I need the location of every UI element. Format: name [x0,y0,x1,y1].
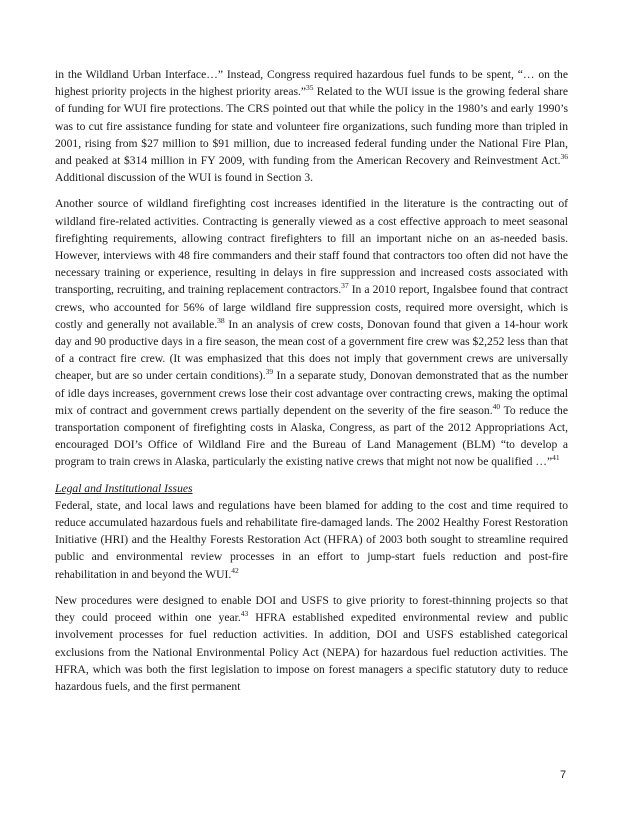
footnote-ref: 38 [217,315,225,325]
footnote-ref: 42 [231,565,239,575]
document-body [55,66,568,704]
paragraph-text: in the Wildland Urban Interface…” Instead, Congress required hazardous fuel funds to be spent, “… on the highest priority projects in the highest priority areas.” [55,68,568,99]
paragraph-text: To reduce the transportation component of firefighting costs in Alaska, Congress, as part of the 2012 Appropriations Act, encouraged DOI’s Office of Wildland Fire and the Bureau of Land Management (BLM) “to develop a program to train crews in Alaska, particularly the existing native crews that might not now be qualified …” [55,403,568,469]
paragraph-legal [55,497,568,583]
footnote-ref: 40 [492,402,501,411]
paragraph-text: New procedures were designed to enable DOI and USFS to give priority to forest-thinning projects so that they could proceed within one year. [55,593,568,625]
paragraph-text: HFRA established expedited environmental review and public involvement processes for fuel reduction activities. In addition, DOI and USFS established categorical exclusions from the National Environmental Policy Act (NEPA) for hazardous fuel reduction activities. The HFRA, which was both the first legislation to impose on forest managers a specific statutory duty to reduce hazardous fuels, and the first permanent [55,611,568,693]
footnote-ref: 36 [560,152,568,162]
footnote-ref: 35 [306,83,314,93]
footnote-ref: 39 [265,367,274,377]
paragraph-text: Additional discussion of the WUI is found in Section 3. [55,171,314,185]
page-number: 7 [560,769,567,781]
paragraph-wui-funding [55,66,568,186]
paragraph-text: Federal, state, and local laws and regulations have been blamed for adding to the cost and time required to reduce accumulated hazardous fuels and rehabilitate fire-damaged lands. The 2002 Healthy Forest Restoration Initiative (HRI) and the Healthy Forests Restoration Act (HFRA) of 2003 both sought to streamline required public and environmental review processes in an effort to jump-start fuels reduction and post-fire rehabilitation in and beyond the WUI. [55,498,568,581]
paragraph-contracting [55,195,568,470]
paragraph-text: Related to the WUI issue is the growing federal share of funding for WUI fire protections. The CRS pointed out that while the policy in the 1980’s and early 1990’s was to cut fire assistance funding for state and volunteer fire organizations, such funding more than tripled in 2001, rising from $27 million to $91 million, due to increased federal funding under the National Fire Plan, and peaked at $314 million in FY 2009, with funding from the American Recovery and Reinvestment Act. [55,85,568,168]
paragraph-text: In an analysis of crew costs, Donovan found that given a 14-hour work day and 90 productive days in a fire season, the mean cost of a government fire crew was $2,252 less than that of a contract fire crew. (It was emphasized that this does not imply that government crews are universally cheaper, but are so under certain conditions). [55,317,568,383]
footnote-ref: 41 [552,453,560,463]
paragraph-new-procedures [55,592,568,695]
footnote-ref: 43 [240,609,249,619]
footnote-ref: 37 [341,281,349,291]
paragraph-text: Another source of wildland firefighting cost increases identified in the literature is the contracting out of wildland fire-related activities. Contracting is generally viewed as a cost effective approach to meet seasonal firefighting requirements, allowing contract firefighters to fill an important niche on an as-needed basis. However, interviews with 48 fire commanders and their staff found that contractors too often did not have the necessary training or experience, resulting in delays in fire suppression and increased costs associated with transporting, recruiting, and training replacement contractors. [55,197,568,297]
paragraph-text: In a 2010 report, Ingalsbee found that contract crews, who accounted for 56% of large wildland fire suppression costs, required more oversight, which is costly and generally not available. [55,283,568,331]
section-heading: Legal and Institutional Issues [55,481,193,495]
paragraph-text: In a separate study, Donovan demonstrated that as the number of idle days increases, government crews lose their cost advantage over contracting crews, making the optimal mix of contract and government crews partially dependent on the severity of the fire season. [55,369,568,417]
